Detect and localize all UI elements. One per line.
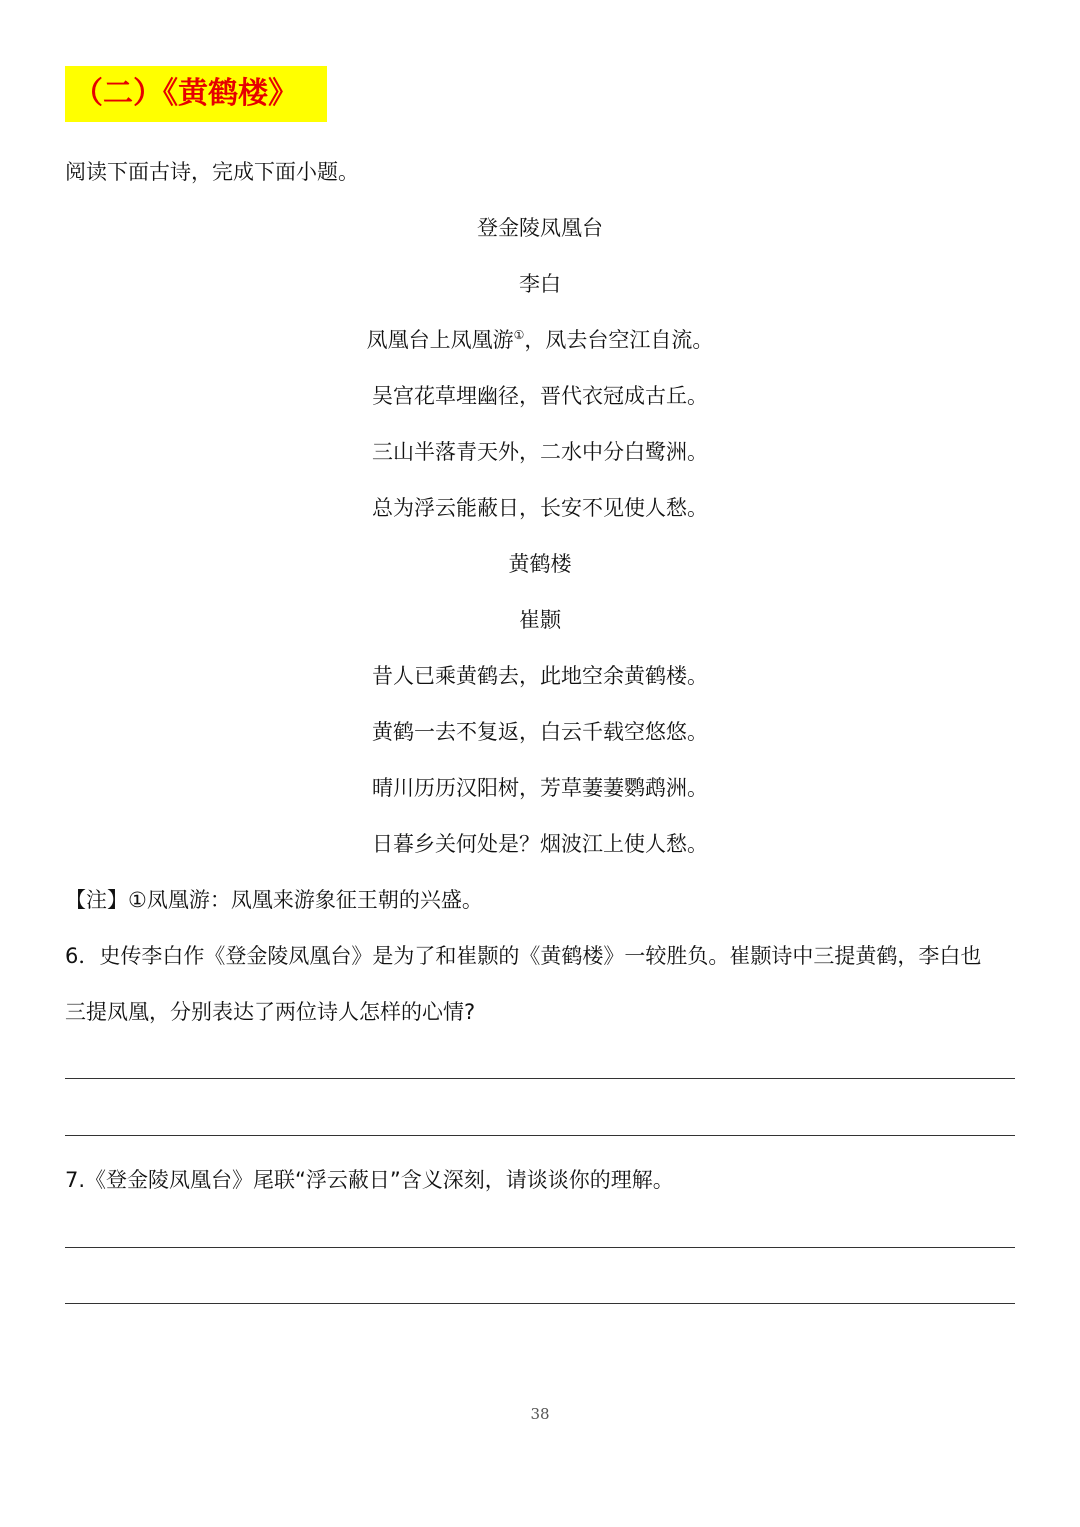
section-title: （二）《黄鹤楼》 [65,66,327,122]
answer-line-q6-1[interactable] [65,1078,1015,1079]
question-6-line-2: 三提凤凰，分别表达了两位诗人怎样的心情? [65,1000,476,1024]
poem2-author: 崔颢 [519,608,561,632]
footnote: 【注】①凤凰游：凤凰来游象征王朝的兴盛。 [65,888,483,912]
poem1-title: 登金陵凤凰台 [477,216,603,240]
poem2-line-1: 昔人已乘黄鹤去，此地空余黄鹤楼。 [372,664,708,688]
poem1-line-2: 吴宫花草埋幽径，晋代衣冠成古丘。 [372,384,708,408]
question-7: 7.《登金陵凤凰台》尾联“浮云蔽日”含义深刻，请谈谈你的理解。 [65,1168,674,1192]
poem2-title: 黄鹤楼 [508,552,572,576]
answer-line-q7-2[interactable] [65,1303,1015,1304]
instruction-text: 阅读下面古诗，完成下面小题。 [65,160,359,184]
poem1-author: 李白 [519,272,561,296]
poem1-line-1 [0,325,1080,355]
poem1-line-1-text: 凤凰台上凤凰游 [366,328,514,352]
poem1-line-4: 总为浮云能蔽日，长安不见使人愁。 [372,496,708,520]
poem2-line-4: 日暮乡关何处是？烟波江上使人愁。 [372,832,708,856]
answer-line-q7-1[interactable] [65,1247,1015,1248]
footnote-marker: ① [513,328,525,342]
poem1-line-1-rest: ，凤去台空江自流。 [524,328,714,352]
poem1-line-3: 三山半落青天外，二水中分白鹭洲。 [372,440,708,464]
answer-line-q6-2[interactable] [65,1135,1015,1136]
poem2-line-2: 黄鹤一去不复返，白云千载空悠悠。 [372,720,708,744]
poem2-line-3: 晴川历历汉阳树，芳草萋萋鹦鹉洲。 [372,776,708,800]
question-6-line-1: 6．史传李白作《登金陵凤凰台》是为了和崔颢的《黄鹤楼》一较胜负。崔颢诗中三提黄鹤，李白也 [65,944,982,968]
page-number: 38 [530,1405,550,1423]
